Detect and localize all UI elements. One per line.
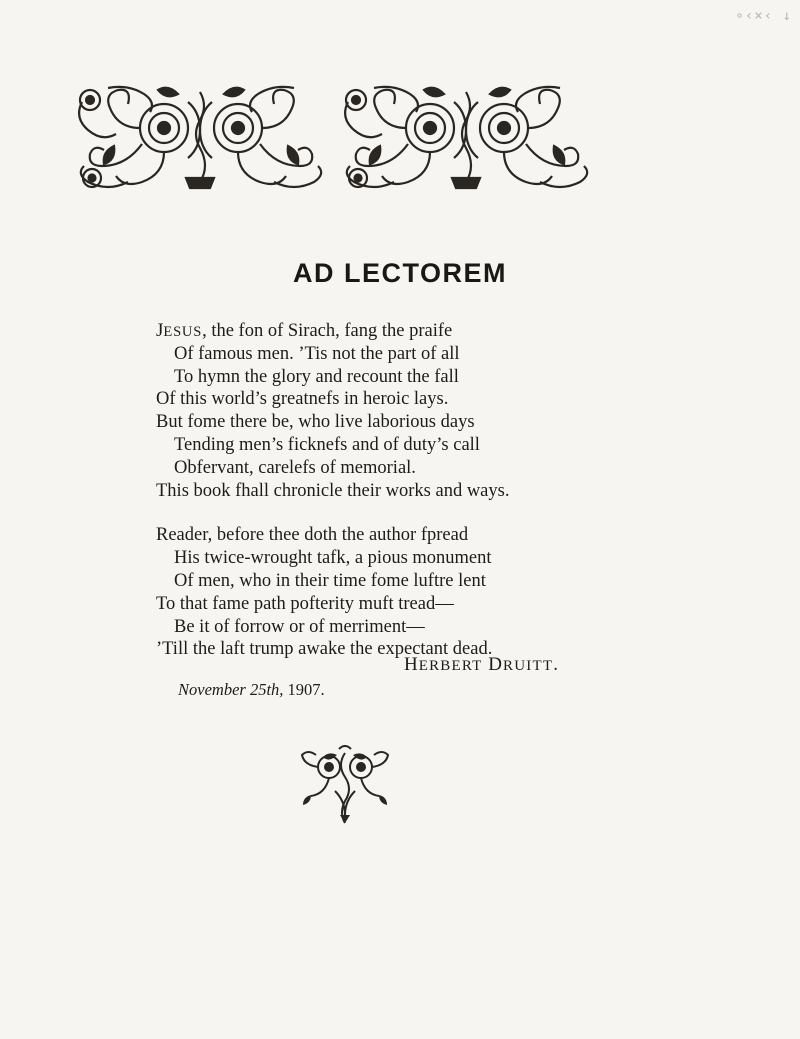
- poem-line: His twice-wrought tafk, a pious monument: [174, 548, 492, 569]
- date-line: [178, 680, 325, 700]
- corner-pencil-mark: ∘‹×‹ ↓: [735, 8, 792, 24]
- stanza-break: [156, 502, 636, 524]
- drop-initial: J: [156, 320, 164, 341]
- poem: [156, 320, 636, 661]
- poem-line: To that fame path pofterity muft tread—: [156, 593, 454, 614]
- poem-line: Of men, who in their time fome luftre lent: [174, 570, 486, 591]
- poem-line: [156, 320, 636, 343]
- poem-line: ’Till the laft trump awake the expectant dead.: [156, 639, 493, 660]
- poem-line: This book fhall chronicle their works and ways.: [156, 480, 510, 501]
- poem-line-text: , the fon of Sirach, fang the praife: [202, 321, 453, 341]
- small-caps-word: ESUS: [163, 324, 203, 340]
- poem-line: Tending men’s ficknefs and of duty’s call: [174, 434, 480, 455]
- poem-line: Of famous men. ’Tis not the part of all: [174, 343, 460, 364]
- signature-rest: RUITT: [503, 658, 554, 674]
- poem-line: Obfervant, carelefs of memorial.: [174, 457, 416, 478]
- date-month-day: November 25th,: [178, 680, 284, 699]
- signature-initial: D: [488, 654, 504, 675]
- poem-line: Of this world’s greatnefs in heroic lays.: [156, 389, 449, 410]
- signature-period: .: [553, 654, 559, 675]
- scrollwork-headpiece-ornament: [68, 78, 608, 200]
- poem-line: To hymn the glory and recount the fall: [174, 366, 459, 387]
- date-year: 1907.: [287, 680, 325, 699]
- poem-line: Reader, before thee doth the author fpread: [156, 525, 469, 546]
- poem-line: But fome there be, who live laborious days: [156, 412, 475, 433]
- page-title: AD LECTOREM: [292, 258, 507, 288]
- poem-line: Be it of forrow or of merriment—: [174, 616, 425, 637]
- floral-tailpiece-ornament: [299, 745, 391, 831]
- author-signature: [404, 654, 559, 676]
- signature-rest: ERBERT: [418, 658, 483, 674]
- signature-initial: H: [404, 654, 419, 675]
